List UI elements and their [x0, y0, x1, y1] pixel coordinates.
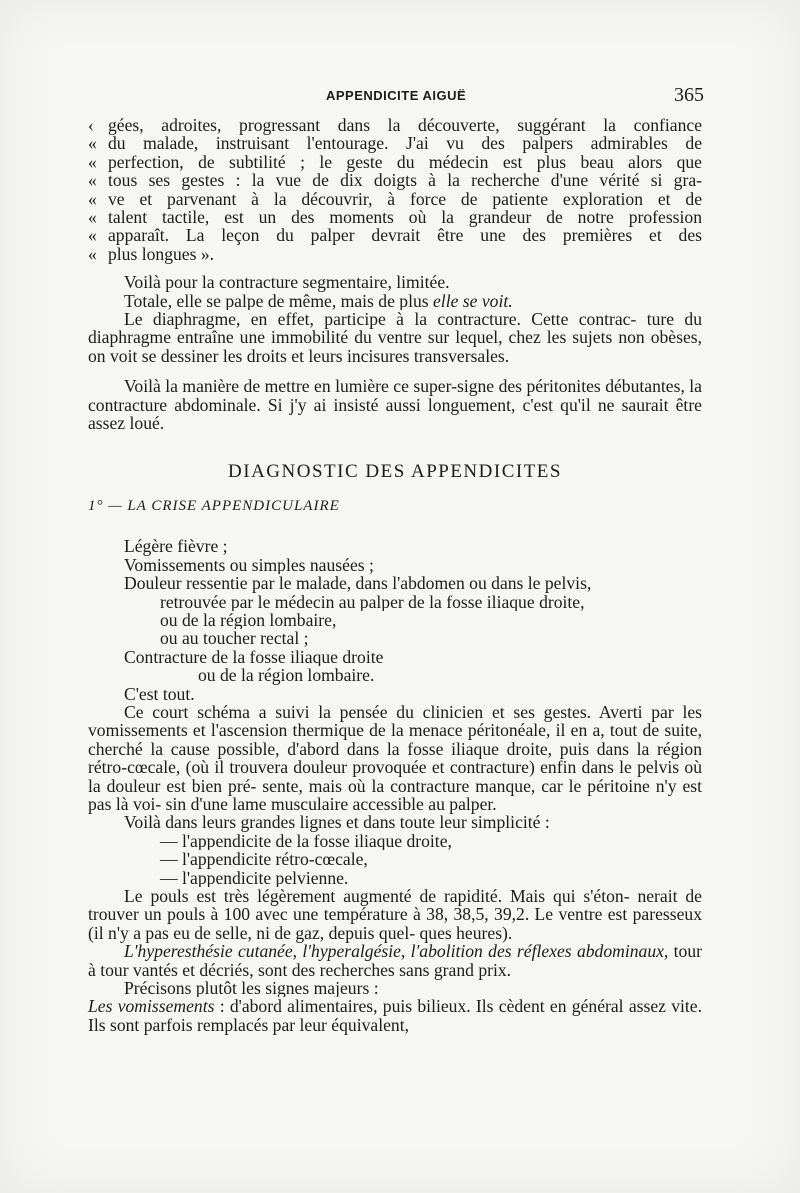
quote-line: « talent tactile, est un des moments où la grandeur de notre profession [88, 207, 702, 228]
symptom-item: Vomissements ou simples nausées ; [124, 555, 374, 575]
symptom-continuation: ou au toucher rectal ; [160, 629, 309, 648]
page-number: 365 [674, 84, 704, 106]
quote-line: « perfection, de subtilité ; le geste du médecin est plus beau alors que [88, 151, 702, 172]
paragraph-major-signs: Précisons plutôt les signes majeurs : [124, 979, 379, 998]
paragraph-vomiting: Les vomissements : d'abord alimentaires, puis bilieux. Ils cèdent en général assez vite. Ils sont parfois remplacés par leur équivalent, [88, 996, 702, 1035]
form-item: — l'appendicite de la fosse iliaque droite, [160, 831, 452, 851]
paragraph-forms-intro: Voilà dans leurs grandes lignes et dans toute leur simplicité : [124, 813, 550, 832]
page-header [88, 84, 706, 106]
symptom-continuation: ou de la région lombaire. [198, 666, 375, 685]
paragraph-diaphragm: Le diaphragme, en effet, participe à la contracture. Cette contrac- ture du diaphragme entraîne une immobilité du ventre sur lequel, chez les sujets non obèses, on voit se dessiner les droits et leurs incisures transversales. [88, 309, 702, 366]
symptom-continuation: retrouvée par le médecin au palper de la fosse iliaque droite, [160, 592, 585, 611]
body-text [88, 116, 702, 1034]
running-head: APPENDICITE AIGUË [326, 88, 467, 103]
quote-line: « ve et parvenant à la découvrir, à force de patiente exploration et de [88, 188, 702, 209]
quote-line: « tous ses gestes : la vue de dix doigts à la recherche d'une vérité si gra- [88, 170, 702, 191]
quote-line: « du malade, instruisant l'entourage. J'ai vu des palpers admirables de [88, 133, 702, 154]
form-item: — l'appendicite rétro-cœcale, [160, 850, 368, 869]
paragraph-reflexes: L'hyperesthésie cutanée, l'hyperalgésie, l'abolition des réflexes abdominaux, tour à tour vantés et décriés, sont des recherches sans grand prix. [88, 941, 702, 980]
paragraph-super-sign: Voilà la manière de mettre en lumière ce super-signe des péritonites débutantes, la contracture abdominale. Si j'y ai insisté aussi longuement, c'est qu'il ne saurait être assez loué. [88, 376, 702, 434]
symptom-item: Contracture de la fosse iliaque droite [124, 647, 384, 667]
symptom-item: Douleur ressentie par le malade, dans l'abdomen ou dans le pelvis, [124, 574, 592, 593]
section-heading: DIAGNOSTIC DES APPENDICITES [228, 460, 562, 482]
quote-line: « apparaît. La leçon du palper devrait être une des premières et des [88, 225, 702, 246]
subheading: 1° — LA CRISE APPENDICULAIRE [88, 497, 340, 514]
quote-line: ‹ gées, adroites, progressant dans la découverte, suggérant la confiance [88, 115, 702, 135]
paragraph-partial-contracture: Voilà pour la contracture segmentaire, limitée. [124, 273, 450, 292]
quote-line: « plus longues ». [88, 243, 215, 264]
paragraph-total-contracture: Totale, elle se palpe de même, mais de plus elle se voit. [124, 291, 513, 311]
symptom-item: Légère fièvre ; [124, 537, 228, 556]
quotation [88, 116, 702, 263]
cest-tout: C'est tout. [124, 684, 195, 703]
symptom-continuation: ou de la région lombaire, [160, 610, 337, 630]
paragraph-clinician: Ce court schéma a suivi la pensée du clinicien et ses gestes. Averti par les vomissements et l'ascension thermique de la menace péritonéale, il en a, tout de suite, cherché la cause possible, d'abord dans la fosse iliaque droite, puis dans la région rétro-cœcale, (où il trouvera douleur provoquée et contracture) enfin dans le pelvis où la douleur est bien pré- sente, mais où la contracture manque, car le péritoine n'y est pas là voi- sin d'une lame musculaire accessible au palper. [88, 701, 702, 814]
paragraph-pulse: Le pouls est très légèrement augmenté de rapidité. Mais qui s'éton- nerait de trouver un pouls à 100 avec une température à 38, 38,5, 39,2. Le ventre est paresseux (il n'y a pas eu de selle, ni de gaz, depuis quel- ques heures). [88, 886, 702, 943]
form-item: — l'appendicite pelvienne. [160, 868, 349, 888]
